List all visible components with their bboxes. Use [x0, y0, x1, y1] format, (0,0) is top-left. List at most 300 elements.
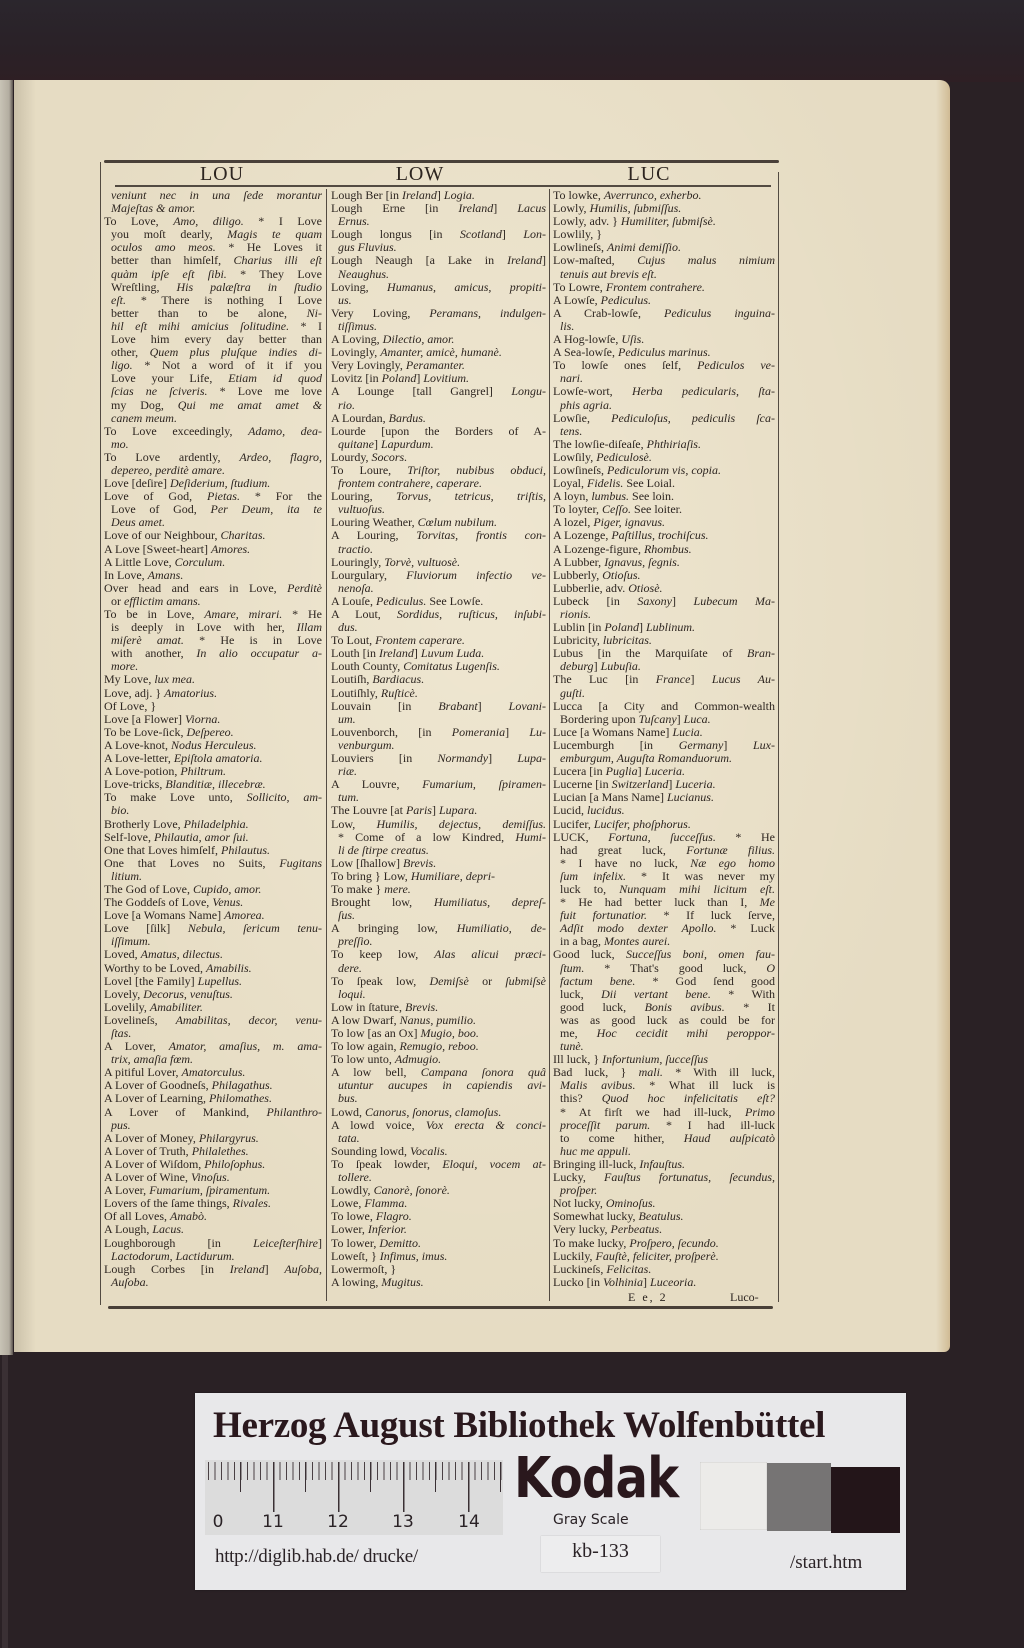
english-text: A Louring, [331, 529, 417, 543]
entry-line [331, 726, 546, 739]
english-text: Low in ſtature, [331, 1000, 405, 1014]
entry-line [331, 687, 546, 700]
english-text: Sounding lowd, [331, 1144, 411, 1158]
english-text: Love [a Flower] [104, 712, 185, 726]
latin-translation: lumbus. [591, 490, 630, 504]
latin-translation: France [655, 673, 691, 687]
english-text: Lubricity, [553, 634, 603, 648]
latin-translation: quitane [338, 437, 374, 451]
english-text: Low [ſhallow] [331, 856, 403, 870]
english-text: Lucian [a Mans Name] [553, 791, 667, 805]
english-text: One that Loves himſelf, [104, 843, 221, 857]
entry-line [104, 1119, 322, 1132]
latin-translation: Auſoba. [111, 1275, 149, 1289]
latin-translation: Infauſtus. [639, 1157, 685, 1171]
entry-line [553, 464, 775, 477]
entry-line [104, 569, 322, 582]
english-text: Lowly, adv. } [553, 215, 621, 229]
latin-translation: Comitatus Lugenſis. [403, 660, 500, 674]
english-text: To make lucky, [553, 1236, 630, 1250]
english-text: Lucerne [in [553, 778, 612, 792]
latin-translation: depereo, perditè amare. [111, 463, 225, 477]
dictionary-entry [104, 451, 322, 477]
entry-line [104, 582, 322, 595]
entry-line [104, 438, 322, 451]
entry-line [104, 739, 322, 752]
dictionary-column-2 [331, 189, 546, 1289]
entry-line [331, 988, 546, 1001]
start-page-url: /start.htm [790, 1552, 863, 1573]
english-text: A Lover of Mankind, [104, 1105, 267, 1119]
latin-translation: Fluviorum infectio ve- [406, 568, 546, 582]
entry-line [331, 254, 546, 267]
entry-line [553, 1223, 775, 1236]
latin-translation: tollere. [338, 1171, 372, 1185]
latin-translation: gus Fluvius. [338, 241, 397, 255]
english-text: Louviers [in [331, 752, 438, 766]
entry-line [553, 1184, 775, 1197]
dictionary-entry [553, 621, 775, 634]
english-text: * That's good luck, [584, 961, 767, 975]
entry-line [553, 412, 775, 425]
english-text: Lubberly, [553, 568, 603, 582]
latin-translation: Rivales. [232, 1197, 271, 1211]
dictionary-entry [331, 189, 546, 202]
english-text: Lough Corbes [in [104, 1262, 230, 1276]
english-text: Lowdly, [331, 1184, 374, 1198]
latin-translation: Adſit modo dexter Apollo. [560, 922, 717, 936]
english-text: Lucera [in [553, 765, 606, 779]
latin-translation: Ni- [306, 306, 322, 320]
entry-line [553, 477, 775, 490]
entry-line [331, 228, 546, 241]
latin-translation: Lon- [523, 228, 546, 242]
english-text: Lough longus [in [331, 228, 460, 242]
latin-translation: nari. [560, 372, 584, 386]
entry-line [104, 1171, 322, 1184]
latin-translation: quàm ipſe eſt ſibi. [111, 267, 227, 281]
dictionary-entry [553, 543, 775, 556]
latin-translation: Switzerland [611, 778, 669, 792]
entry-line [331, 831, 546, 844]
dictionary-entry [104, 608, 322, 673]
english-text: A Lover of Goodneſs, [104, 1079, 212, 1093]
institution-name: Herzog August Bibliothek Wolfenbüttel [213, 1405, 826, 1446]
english-text: To Loure, [331, 463, 408, 477]
entry-line [553, 870, 775, 883]
entry-line [104, 1106, 322, 1119]
dictionary-entry [553, 1171, 775, 1197]
latin-translation: Lacus. [152, 1223, 185, 1237]
latin-translation: Nebula, ſericum tenu- [187, 922, 322, 936]
latin-translation: Philalethes. [191, 1144, 249, 1158]
entry-line [104, 346, 322, 359]
dictionary-entry [553, 673, 775, 699]
english-text: A Louſe, [331, 594, 376, 608]
english-text: To loyter, [553, 503, 603, 517]
dictionary-entry [553, 726, 775, 739]
dictionary-entry [553, 556, 775, 569]
entry-line [104, 1092, 322, 1105]
english-text: * He [282, 608, 322, 621]
gray-patch-black [831, 1467, 900, 1533]
english-text: A Love-knot, [104, 738, 171, 752]
english-text: Brotherly Love, [104, 817, 184, 831]
english-text: Lucca [a City and Common-wealth [553, 699, 775, 713]
latin-translation: Malis avibus. [560, 1079, 636, 1093]
entry-line [331, 896, 546, 909]
dictionary-entry [331, 700, 546, 726]
entry-line [331, 608, 546, 621]
dictionary-entry [331, 1263, 546, 1276]
english-text: Bringing ill-luck, [553, 1157, 640, 1171]
dictionary-entry [331, 870, 546, 883]
english-text: A Love [Sweet-heart] [104, 542, 211, 556]
english-text: ] [436, 189, 444, 202]
latin-translation: Etiam id quod [228, 372, 322, 386]
latin-translation: Amores. [210, 542, 251, 556]
ruler-label: 12 [327, 1512, 349, 1532]
english-text: Lowlily, } [553, 228, 602, 242]
english-text: this? [560, 1092, 602, 1106]
entry-line [104, 1145, 322, 1158]
dictionary-entry [553, 529, 775, 542]
footer-rule [108, 1306, 773, 1309]
latin-translation: Proſpero, ſecundo. [629, 1236, 719, 1250]
latin-translation: Lactodorum, Lactidurum. [111, 1249, 235, 1263]
english-text: Good luck, [553, 948, 627, 962]
entry-line [553, 569, 775, 582]
latin-translation: Amare, mirari. [204, 608, 283, 621]
dictionary-entry [104, 713, 322, 726]
entry-line [553, 1132, 775, 1145]
entry-line [553, 294, 775, 307]
latin-translation: Lubuſia. [600, 660, 641, 674]
entry-line [104, 844, 322, 857]
frame-right-border [778, 172, 779, 1302]
entry-line [104, 765, 322, 778]
entry-line [104, 660, 322, 673]
entry-line [553, 359, 775, 372]
english-text: * If luck ſerve, [646, 909, 775, 923]
dictionary-entry [553, 1276, 775, 1289]
entry-line [331, 948, 546, 961]
latin-translation: Deſpereo. [186, 725, 234, 739]
english-text: A Sea-lowſe, [553, 346, 618, 360]
entry-line [553, 1092, 775, 1105]
english-text: Lourgulary, [331, 568, 407, 582]
latin-translation: Sollicito, am- [246, 791, 322, 805]
english-text: ] [542, 254, 546, 268]
entry-line [331, 215, 546, 228]
latin-translation: Infortunium, ſucceſſus [602, 1053, 709, 1067]
latin-translation: Humiliatio, de- [456, 922, 546, 936]
dictionary-entry [104, 831, 322, 844]
english-text: Love [deſire] [104, 477, 170, 491]
latin-translation: Lucus Au- [711, 673, 775, 687]
english-text: ] [676, 712, 684, 726]
latin-translation: Pediculus. [600, 293, 651, 307]
english-text: was as good luck as could be for [560, 1013, 775, 1027]
english-text: A Lowſe, [553, 293, 601, 307]
english-text: Lower, [331, 1223, 368, 1237]
english-text: To Love ardently, [104, 450, 240, 464]
english-text: The lowſie-diſeaſe, [553, 437, 647, 451]
latin-translation: Viorna. [184, 712, 221, 726]
english-text: * I have no luck, [560, 856, 691, 870]
frame-left-border [100, 162, 101, 1305]
english-text: To ſpeak low, [331, 974, 430, 988]
dictionary-entry [104, 818, 322, 831]
entry-line [331, 569, 546, 582]
latin-translation: Lupa- [517, 752, 546, 766]
dictionary-entry [104, 791, 322, 817]
english-text: ] [477, 699, 509, 713]
entry-line [553, 202, 775, 215]
dictionary-entry [104, 215, 322, 425]
latin-translation: Humilis, dejectus, demiſſus. [376, 817, 546, 831]
english-text: One that Loves no Suits, [104, 856, 280, 870]
entry-line [331, 307, 546, 320]
latin-translation: veniunt nec in una ſede morantur [111, 189, 322, 202]
dictionary-entry [104, 477, 322, 490]
dictionary-entry [331, 1250, 546, 1263]
english-text: Lovelineſs, [104, 1013, 176, 1027]
dictionary-entry [104, 896, 322, 909]
latin-translation: Lacus [517, 202, 546, 216]
english-text: Lowermoſt, } [331, 1262, 397, 1276]
latin-translation: O [766, 961, 775, 975]
latin-translation: Torvè, vultuosè. [384, 555, 461, 569]
english-text: See loin. [629, 490, 675, 504]
entry-line [331, 1237, 546, 1250]
english-text: Very lucky, [553, 1223, 611, 1237]
running-head-center: LOW [395, 163, 445, 185]
entry-line [553, 1119, 775, 1132]
latin-translation: Uſis. [621, 333, 645, 347]
latin-translation: Per Deum, ita te [210, 503, 322, 517]
entry-line [104, 307, 322, 320]
dictionary-entry [553, 700, 775, 726]
latin-translation: Amo, diligo. [173, 215, 244, 229]
latin-translation: iſſimum. [111, 935, 151, 949]
entry-line [331, 1223, 546, 1236]
latin-translation: Bardiacus. [372, 673, 425, 687]
english-text: Lowly, [553, 202, 590, 216]
english-text: To bring } Low, [331, 869, 411, 883]
entry-line [104, 818, 322, 831]
entry-line [553, 909, 775, 922]
dictionary-entry [553, 804, 775, 817]
entry-line [553, 726, 775, 739]
english-text: Lucifer, [553, 817, 594, 831]
english-text: Lourde [upon the Borders of A- [331, 424, 546, 438]
english-text: To low [as an Ox] [331, 1027, 421, 1040]
entry-line [553, 1276, 775, 1289]
latin-translation: Fumarium, ſpiramen- [422, 778, 546, 792]
dictionary-entry [553, 1237, 775, 1250]
entry-line [104, 464, 322, 477]
english-text: Lowſineſs, [553, 463, 607, 477]
latin-translation: ſum infelix. [560, 869, 626, 883]
english-text: Loved, [104, 948, 141, 962]
dictionary-entry [331, 569, 546, 595]
latin-translation: tum. [338, 791, 359, 805]
entry-line [331, 543, 546, 556]
english-text: Lovel [the Family] [104, 974, 198, 988]
entry-line [331, 1027, 546, 1040]
dictionary-entry [553, 228, 775, 241]
english-text: Love him every day better than [111, 333, 322, 347]
entry-line [553, 818, 775, 831]
english-text: A Hog-lowſe, [553, 333, 622, 347]
dictionary-entry [553, 948, 775, 1053]
english-text: Lubus [in the Marquiſate of [553, 647, 747, 661]
latin-translation: Perbeatus. [610, 1223, 663, 1237]
entry-line [104, 1223, 322, 1236]
dictionary-entry [553, 582, 775, 595]
latin-translation: Perditè [287, 581, 322, 595]
dictionary-entry [331, 726, 546, 752]
latin-translation: Neaughus. [338, 267, 389, 281]
english-text: Over head and ears in Love, [104, 581, 288, 595]
entry-line [331, 281, 546, 294]
entry-line [331, 621, 546, 634]
entry-line [331, 241, 546, 254]
entry-line [104, 412, 322, 425]
entry-line [553, 700, 775, 713]
english-text: A Loving, [331, 333, 383, 347]
latin-translation: efflictim amans. [124, 594, 201, 608]
english-text: or [468, 974, 506, 988]
latin-translation: Bonis avibus. [644, 1000, 725, 1014]
entry-line [553, 935, 775, 948]
latin-translation: Lucifer, phoſphorus. [593, 817, 691, 831]
latin-translation: Auſoba, [284, 1262, 322, 1276]
entry-line [331, 1066, 546, 1079]
latin-translation: Lucia. [672, 725, 703, 739]
english-text: A bringing low, [331, 922, 457, 936]
dictionary-entry [104, 844, 322, 857]
english-text: ] [690, 673, 712, 687]
latin-translation: Socors. [371, 450, 408, 464]
latin-translation: Paſtillus, trochiſcus. [611, 529, 709, 543]
dictionary-entry [104, 778, 322, 791]
entry-line [553, 503, 775, 516]
english-text: Lowſe-wort, [553, 385, 632, 399]
latin-translation: riæ. [338, 765, 358, 779]
latin-translation: Paris [405, 804, 432, 818]
entry-line [104, 726, 322, 739]
entry-line [331, 1040, 546, 1053]
dictionary-entry [331, 1066, 546, 1105]
latin-translation: Amabilis. [206, 961, 252, 975]
dictionary-entry [331, 333, 546, 346]
entry-line [104, 988, 322, 1001]
dictionary-entry [104, 1040, 322, 1066]
entry-line [331, 1171, 546, 1184]
english-text: to come hither, [560, 1131, 684, 1145]
english-text: In Love, [104, 568, 148, 582]
entry-line [104, 202, 322, 215]
english-text: Lovingly, [331, 346, 381, 360]
entry-line [104, 870, 322, 883]
latin-translation: bio. [111, 804, 130, 818]
english-text: * He had better luck than I, [560, 896, 760, 910]
latin-translation: Torvus, tetricus, triſtis, [396, 490, 546, 504]
latin-translation: Poland [381, 372, 417, 386]
dictionary-entry [104, 1132, 322, 1145]
english-text: A Crab-lowſe, [553, 306, 664, 320]
dictionary-entry [331, 1027, 546, 1040]
latin-translation: Lapurdum. [381, 437, 434, 451]
english-text: A lozel, [553, 516, 594, 530]
entry-line [104, 752, 322, 765]
dictionary-entry [331, 1158, 546, 1184]
dictionary-entry [553, 595, 775, 621]
dictionary-entry [331, 804, 546, 817]
entry-line [104, 425, 322, 438]
english-text: A Lover, [104, 1040, 169, 1054]
latin-translation: Amans. [147, 568, 184, 582]
latin-translation: Decorus, venuſtus. [143, 987, 233, 1001]
entry-line [331, 320, 546, 333]
english-text: Lowſie, [553, 411, 612, 425]
english-text: * It was never my [626, 869, 775, 883]
english-text: had great luck, [560, 843, 687, 857]
latin-translation: trix, amaſia fœm. [111, 1053, 194, 1067]
latin-translation: Lu- [529, 725, 546, 739]
english-text: ] [488, 752, 518, 766]
entry-line [104, 516, 322, 529]
kodak-logo: Kodak [514, 1446, 679, 1511]
entry-line [553, 988, 775, 1001]
dictionary-entry [104, 975, 322, 988]
latin-translation: miſerè amat. [111, 634, 184, 648]
ruler-label: 13 [392, 1512, 414, 1532]
entry-line [553, 647, 775, 660]
english-text: A lowd voice, [331, 1118, 426, 1132]
english-text: * Love me love [207, 385, 322, 399]
latin-translation: Blanditiæ, illecebræ. [165, 778, 266, 792]
dictionary-entry [331, 948, 546, 974]
english-text: is deeply in Love with her, [111, 621, 297, 635]
latin-translation: Luca. [683, 712, 711, 726]
latin-translation: Amatorculus. [181, 1066, 246, 1080]
english-text: ] [413, 647, 421, 661]
entry-line [331, 739, 546, 752]
entry-line [553, 1053, 775, 1066]
english-text: Lowlineſs, [553, 241, 607, 255]
dictionary-entry [104, 543, 322, 556]
english-text: A Lover of Wiſdom, [104, 1157, 205, 1171]
latin-translation: Hoc cecidit mihi peroppor- [596, 1027, 775, 1040]
entry-line [104, 490, 322, 503]
dictionary-entry [331, 346, 546, 359]
dictionary-entry [331, 818, 546, 857]
dictionary-entry [331, 529, 546, 555]
english-text: A Lover of Truth, [104, 1144, 192, 1158]
entry-line [104, 385, 322, 398]
latin-translation: bus. [338, 1092, 358, 1106]
latin-translation: Humi- [515, 830, 546, 844]
entry-line [104, 359, 322, 372]
entry-line [104, 922, 322, 935]
english-text: Louvenborch, [in [331, 725, 452, 739]
entry-line [331, 1263, 546, 1276]
dictionary-entry [104, 700, 322, 713]
entry-line [104, 1066, 322, 1079]
